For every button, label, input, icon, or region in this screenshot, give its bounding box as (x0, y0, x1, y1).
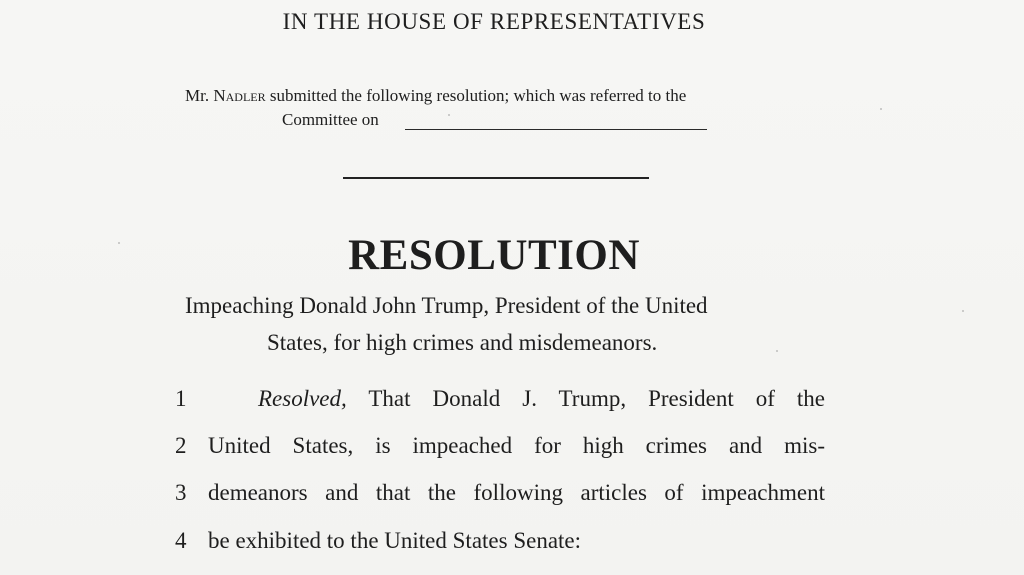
scan-speck (962, 310, 964, 312)
document-title: RESOLUTION (348, 232, 640, 279)
section-divider (343, 177, 649, 179)
chamber-heading: IN THE HOUSE OF REPRESENTATIVES (282, 9, 706, 34)
committee-label: Committee on (282, 110, 379, 129)
line-number: 2 (175, 433, 187, 458)
resolution-body-line-4: be exhibited to the United States Senate: (208, 528, 582, 553)
submission-text: submitted the following resolution; which was referred to the (265, 86, 687, 105)
line-number: 3 (175, 480, 187, 505)
scan-speck (118, 242, 120, 244)
line-number: 4 (175, 528, 187, 553)
resolution-description-line-2: States, for high crimes and misdemeanors. (267, 330, 658, 355)
scan-speck (880, 108, 882, 110)
body-line-text: That Donald J. Trump, President of the (346, 386, 825, 411)
resolution-description-line-1: Impeaching Donald John Trump, President of the United (185, 293, 708, 318)
scan-speck (448, 114, 450, 116)
resolution-body-line-2: United States, is impeached for high crimes and mis- (208, 433, 825, 458)
resolution-body-line-1 (258, 386, 825, 412)
resolution-body-line-3: demeanors and that the following articles of impeachment (208, 480, 825, 505)
committee-blank-line (405, 129, 707, 130)
line-number: 1 (175, 386, 187, 411)
submission-statement (185, 86, 686, 106)
member-title: Mr. (185, 86, 214, 105)
member-name: Nadler (213, 86, 266, 105)
scan-speck (776, 350, 778, 352)
resolved-clause: Resolved, (258, 386, 347, 411)
